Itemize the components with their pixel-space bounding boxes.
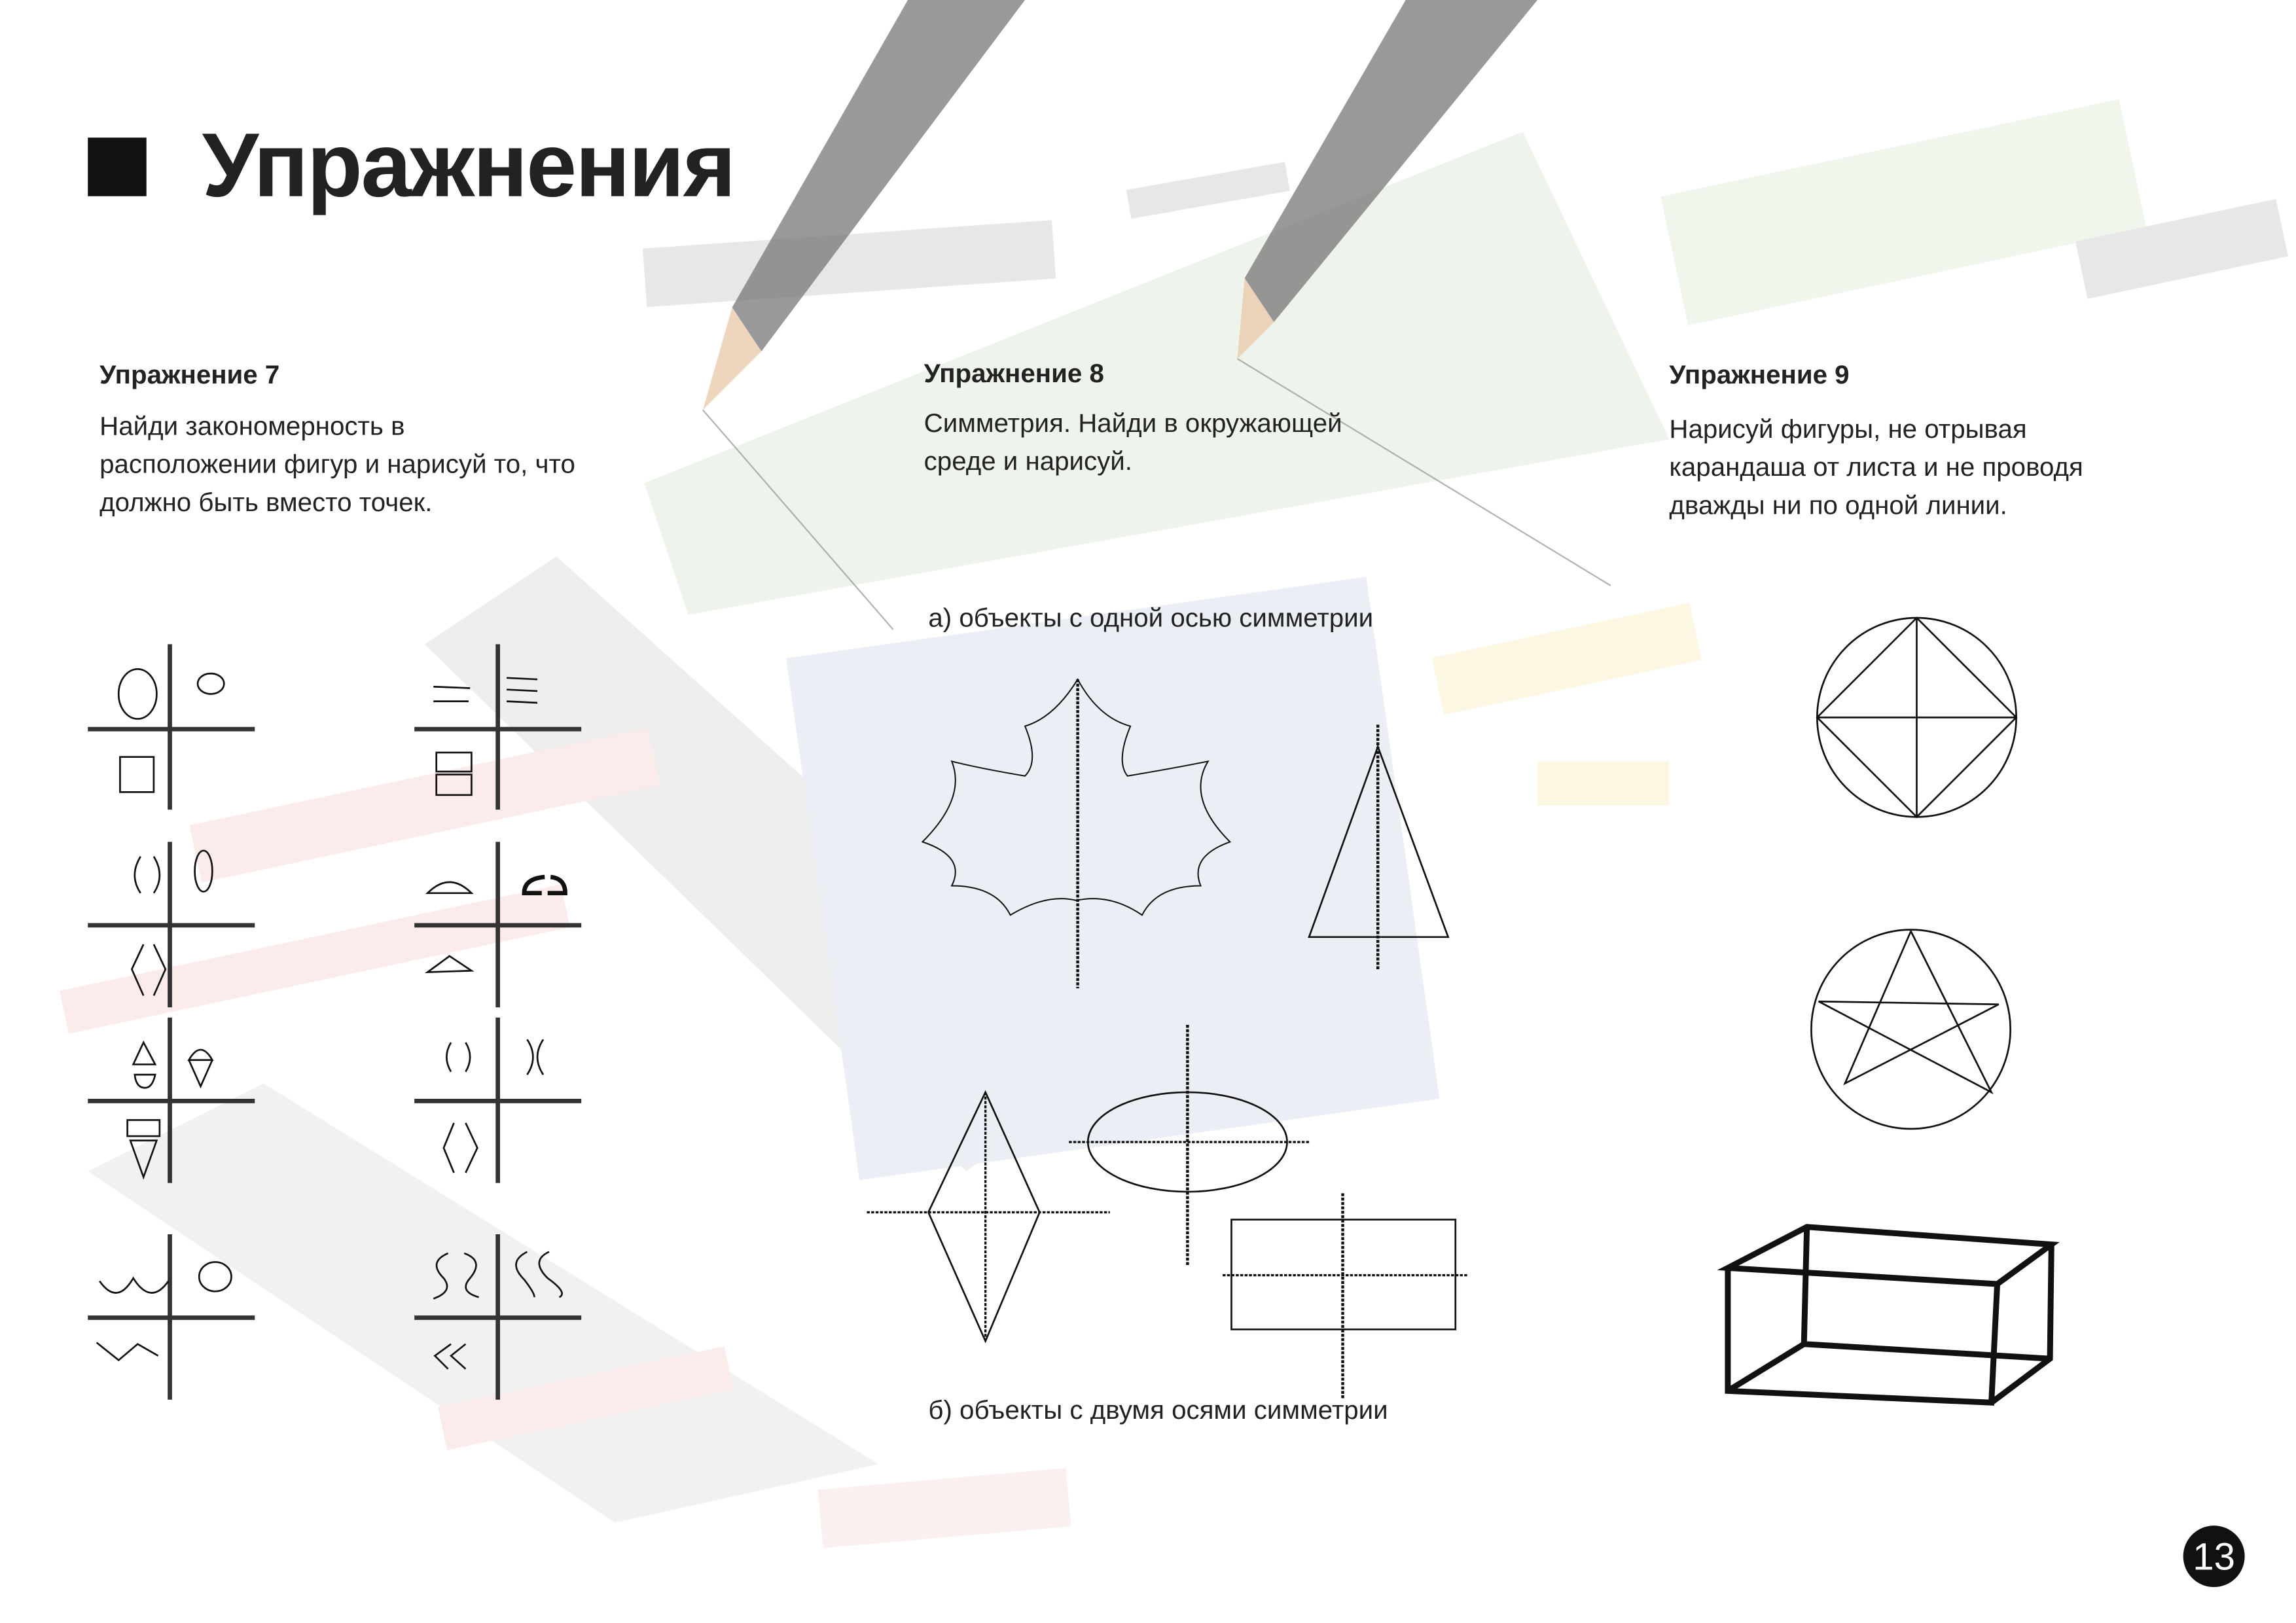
circle-with-star-figure [1811, 930, 2010, 1129]
circle-with-diamond-figure [1817, 618, 2016, 817]
text-line: расположении фигур и нарисуй то, что [99, 449, 575, 479]
triangle-figure [1309, 724, 1448, 969]
pattern-grids [88, 644, 581, 1399]
text-line: карандаша от листа и не проводя [1669, 452, 2083, 482]
caption-one-axis: а) объекты с одной осью симметрии [928, 603, 1374, 633]
text-line: дважды ни по одной линии. [1669, 490, 2007, 520]
maple-leaf-figure [922, 679, 1230, 988]
text-line: Нарисуй фигуры, не отрывая [1669, 414, 2027, 444]
exercise-7-heading: Упражнение 7 [99, 360, 280, 390]
text-line: должно быть вместо точек. [99, 487, 433, 517]
page-number-badge: 13 [2183, 1525, 2245, 1587]
pattern-shapes [97, 669, 565, 1368]
exercise-8-heading: Упражнение 8 [924, 359, 1104, 388]
cube-figure [1728, 1227, 2051, 1402]
text-line: Найди закономерность в [99, 411, 405, 441]
rhombus-figure [867, 1092, 1109, 1341]
text-line: Симметрия. Найди в окружающей [924, 408, 1342, 438]
rectangle-figure [1223, 1193, 1467, 1398]
exercise-9-heading: Упражнение 9 [1669, 360, 1850, 390]
page-title: Упражнения [202, 115, 735, 217]
text-line: среде и нарисуй. [924, 446, 1132, 476]
ellipse-figure [1069, 1025, 1310, 1266]
caption-two-axes: б) объекты с двумя осями симметрии [928, 1395, 1388, 1425]
